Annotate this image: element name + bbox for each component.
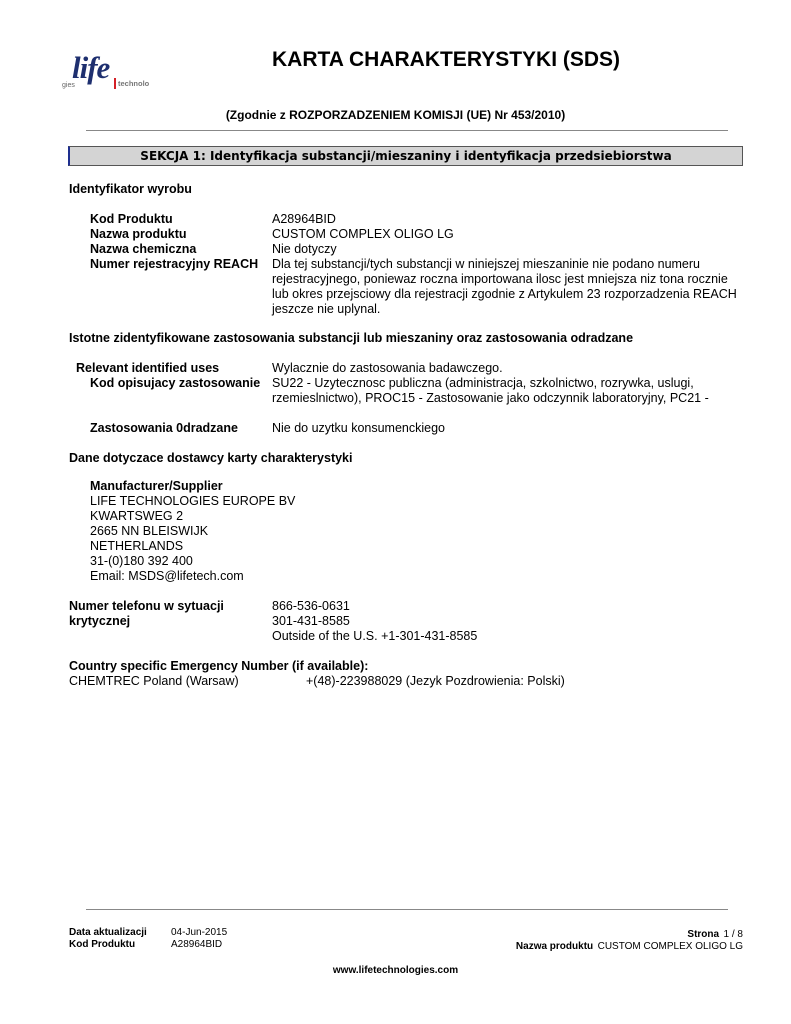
use-code-value: SU22 - Uzytecznosc publiczna (administracja, szkolnictwo, rozrywka, uslugi, rzemieslnictwo), PROC15 - Zastosowanie jako odczynnik laboratoryjny, PC21 - [272,376,709,405]
chemical-name-label: Nazwa chemiczna [90,242,197,256]
footer-code-value: A28964BID [171,939,223,950]
document-title: KARTA CHARAKTERYSTYKI (SDS) [272,48,621,71]
logo-fragment-right: technolo [118,79,150,88]
supplier-phone: 31-(0)180 392 400 [90,554,193,568]
revision-date-value: 04-Jun-2015 [171,927,228,938]
country-emergency-name: CHEMTREC Poland (Warsaw) [69,674,239,688]
product-code-value: A28964BID [272,212,336,226]
supplier-line: 2665 NN BLEISWIJK [90,524,209,538]
regulation-subtitle: (Zgodnie z ROZPORZADZENIEM KOMISJI (UE) Nr 453/2010) [225,108,566,122]
country-emergency-heading: Country specific Emergency Number (if available): [69,659,369,673]
footer-name-value: CUSTOM COMPLEX OLIGO LG [597,941,743,952]
supplier-line: KWARTSWEG 2 [90,509,184,523]
product-name-value: CUSTOM COMPLEX OLIGO LG [272,227,454,241]
advised-against-value: Nie do uzytku konsumenckiego [272,421,446,435]
footer-product-name [516,939,743,953]
supplier-line: LIFE TECHNOLOGIES EUROPE BV [90,494,296,508]
reach-number-value: Dla tej substancji/tych substancji w niniejszej mieszaninie nie podano numeru rejestracyjnego, poniewaz roczna importowana ilosc jest mniejsza niz tona rocznie lub okres przejsciowy dla rejestracji zgodnie z Artykulem 23 rozporzadzenia REACH jeszcze nie uplynal. [272,257,737,316]
company-logo [62,48,167,98]
emergency-phone-label-2: krytycznej [69,614,131,628]
emergency-phone-label: Numer telefonu w sytuacji [69,599,224,613]
logo-divider [114,78,116,89]
supplier-line: NETHERLANDS [90,539,184,553]
page-label: Strona [687,929,720,940]
country-emergency-value: +(48)-223988029 (Jezyk Pozdrowienia: Polski) [306,674,565,688]
page-value: 1 / 8 [723,929,743,940]
reach-number-label: Numer rejestracyjny REACH [90,257,259,271]
chemical-name-value: Nie dotyczy [272,242,337,256]
footer-divider [86,909,728,910]
advised-against-label: Zastosowania 0dradzane [90,421,238,435]
use-code-label: Kod opisujacy zastosowanie [90,376,261,390]
supplier-heading: Dane dotyczace dostawcy karty charakterystyki [69,451,353,465]
footer-name-label: Nazwa produktu [515,941,594,952]
identifier-heading: Identyfikator wyrobu [69,182,192,196]
logo-wordmark: life [72,50,110,85]
footer-code-label: Kod Produktu [69,939,136,950]
product-name-label: Nazwa produktu [90,227,187,241]
supplier-label: Manufacturer/Supplier [90,479,223,493]
emergency-number: 301-431-8585 [272,614,350,628]
relevant-uses-value: Wylacznie do zastosowania badawczego. [272,361,503,375]
section-1-heading: SEKCJA 1: Identyfikacja substancji/mieszaniny i identyfikacja przedsiebiorstwa [68,146,743,166]
uses-heading: Istotne zidentyfikowane zastosowania substancji lub mieszaniny oraz zastosowania odradzane [69,331,634,345]
logo-fragment-left: gies [62,82,75,89]
supplier-email: Email: MSDS@lifetech.com [90,569,244,583]
relevant-uses-label: Relevant identified uses [76,361,220,375]
header-divider [86,130,728,131]
emergency-number: Outside of the U.S. +1-301-431-8585 [272,629,478,643]
revision-date-label: Data aktualizacji [69,927,147,938]
website-link[interactable]: www.lifetechnologies.com [332,965,459,976]
product-code-label: Kod Produktu [90,212,173,226]
emergency-number: 866-536-0631 [272,599,350,613]
